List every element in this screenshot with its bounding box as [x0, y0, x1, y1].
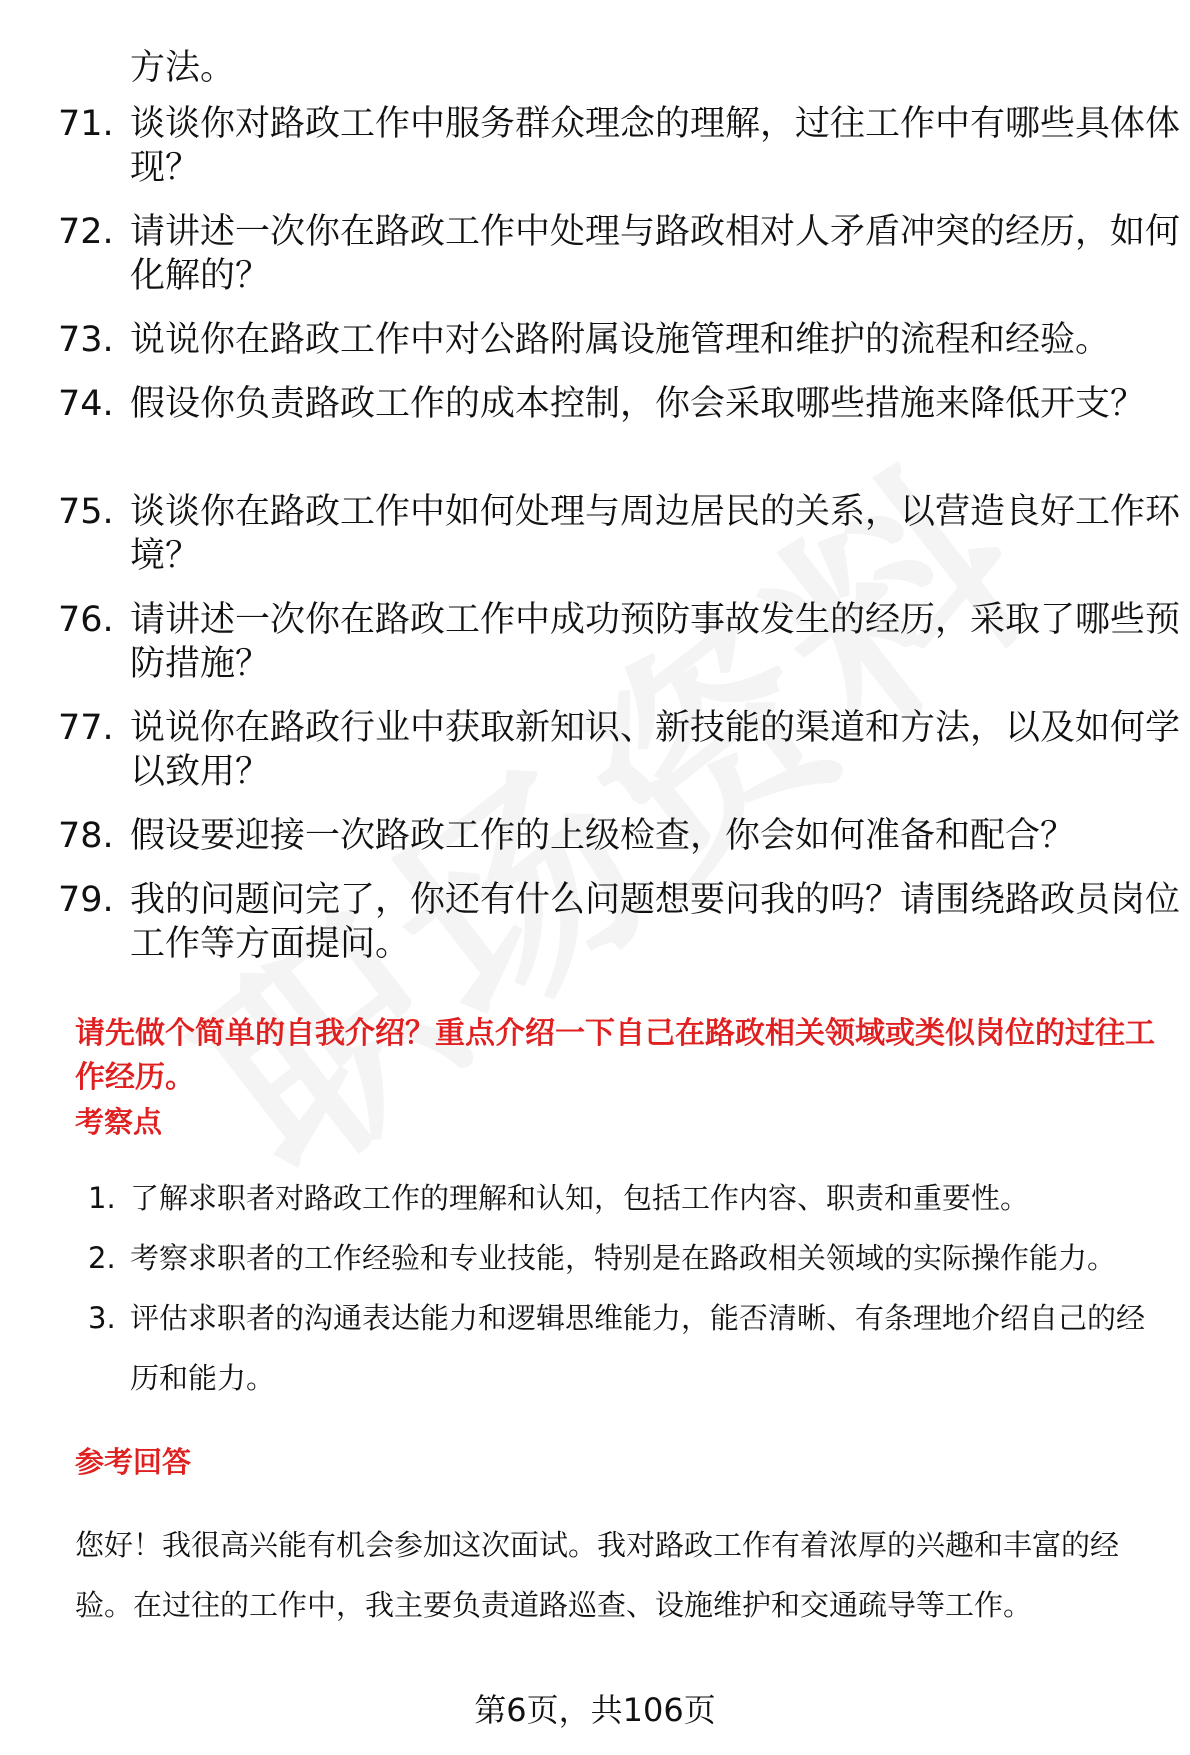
point-text: 考察求职者的工作经验和专业技能，特别是在路政相关领域的实际操作能力。	[130, 1241, 1117, 1275]
question-number: 72.	[58, 212, 114, 252]
question-text: 请讲述一次你在路政工作中处理与路政相对人矛盾冲突的经历，如何化解的？	[130, 212, 1181, 296]
answer-text: 您好！我很高兴能有机会参加这次面试。我对路政工作有着浓厚的兴趣和丰富的经验。在过往的工作中，我主要负责道路巡查、设施维护和交通疏导等工作。	[75, 1528, 1120, 1622]
question-text: 说说你在路政工作中对公路附属设施管理和维护的流程和经验。	[130, 320, 1111, 360]
question-text: 谈谈你在路政工作中如何处理与周边居民的关系，以营造良好工作环境？	[130, 492, 1181, 576]
point-text: 评估求职者的沟通表达能力和逻辑思维能力，能否清晰、有条理地介绍自己的经历和能力。	[130, 1301, 1146, 1395]
question-number: 78.	[58, 816, 114, 856]
question-text: 假设你负责路政工作的成本控制，你会采取哪些措施来降低开支？	[130, 384, 1146, 424]
point-number: 1.	[88, 1181, 116, 1215]
section-title: 请先做个简单的自我介绍？重点介绍一下自己在路政相关领域或类似岗位的过往工作经历。	[75, 1016, 1155, 1095]
question-number: 79.	[58, 880, 114, 920]
question-number: 76.	[58, 600, 114, 640]
question-text: 假设要迎接一次路政工作的上级检查，你会如何准备和配合？	[130, 816, 1076, 856]
point-number: 3.	[88, 1301, 116, 1335]
question-text: 说说你在路政行业中获取新知识、新技能的渠道和方法，以及如何学以致用？	[130, 708, 1181, 792]
points-heading: 考察点	[75, 1105, 163, 1139]
answer-heading: 参考回答	[75, 1445, 192, 1479]
question-number: 71.	[58, 104, 114, 144]
question-text: 谈谈你对路政工作中服务群众理念的理解，过往工作中有哪些具体体现？	[130, 104, 1181, 188]
question-text: 请讲述一次你在路政工作中成功预防事故发生的经历，采取了哪些预防措施？	[130, 600, 1181, 684]
question-number: 77.	[58, 708, 114, 748]
question-number: 75.	[58, 492, 114, 532]
point-number: 2.	[88, 1241, 116, 1275]
question-text: 我的问题问完了，你还有什么问题想要问我的吗？请围绕路政员岗位工作等方面提问。	[130, 880, 1181, 964]
question-number: 73.	[58, 320, 114, 360]
question-number: 74.	[58, 384, 114, 424]
point-text: 了解求职者对路政工作的理解和认知，包括工作内容、职责和重要性。	[130, 1181, 1030, 1215]
page-number: 第6页，共106页	[474, 1691, 716, 1729]
continuation-text: 方法。	[130, 48, 236, 88]
